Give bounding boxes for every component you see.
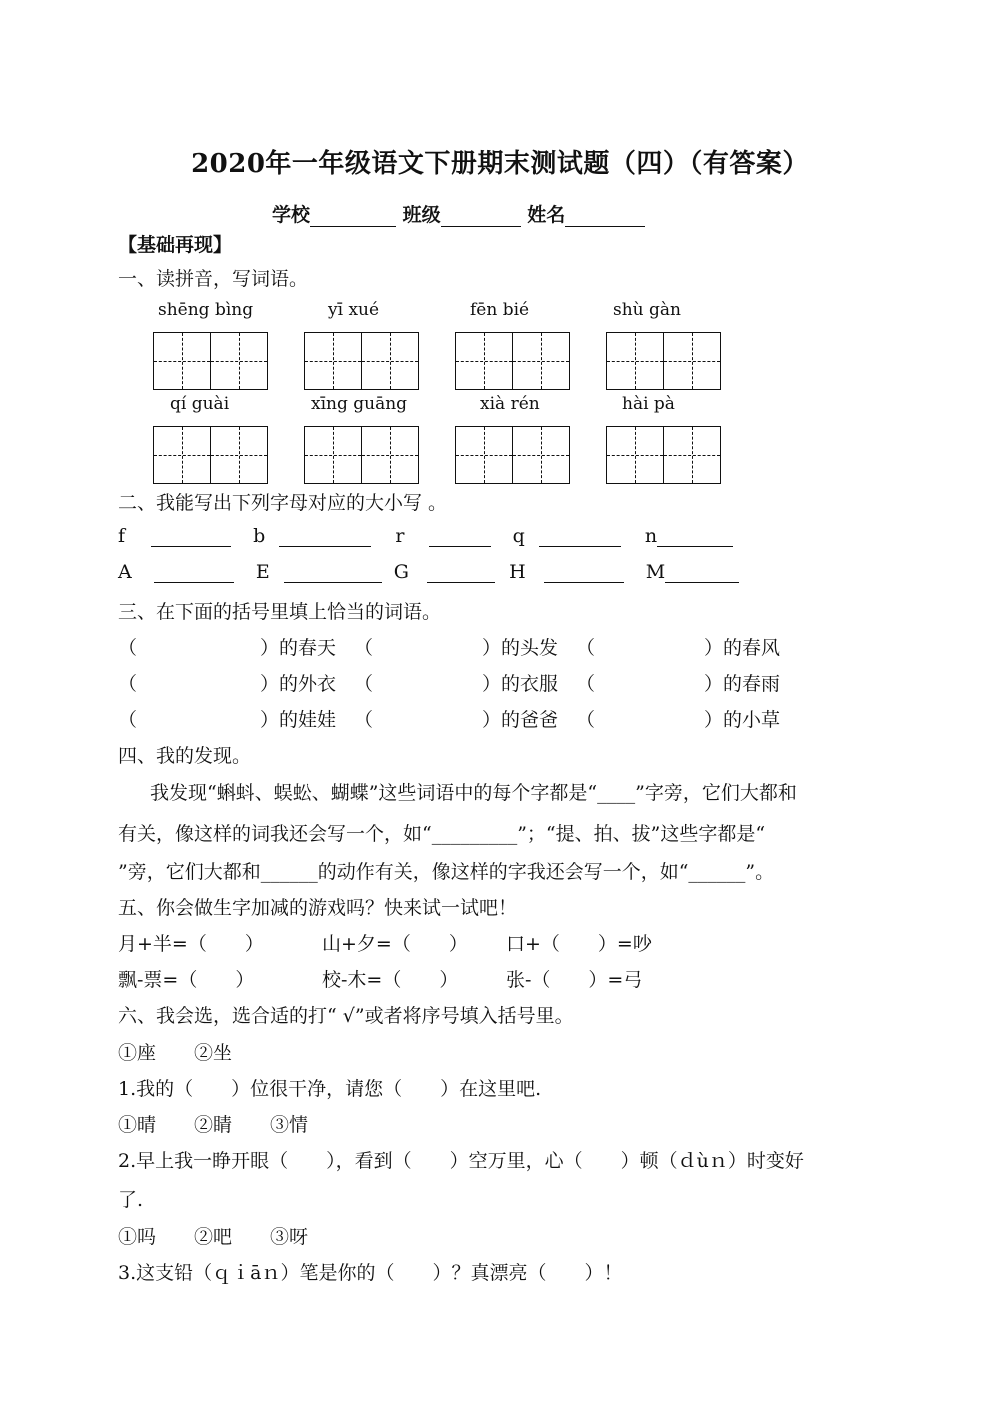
pinyin-7: xià rén bbox=[480, 394, 540, 414]
paren-open: （ bbox=[354, 673, 374, 695]
paren-open: （ bbox=[118, 673, 138, 695]
q6-options-1: ①座 ②坐 bbox=[118, 1042, 233, 1064]
letter: A bbox=[118, 561, 132, 583]
letter: r bbox=[395, 525, 405, 547]
letter: q bbox=[512, 525, 525, 547]
q4-paragraph-line-1: 我发现“蝌蚪、蜈蚣、蝴蝶”这些词语中的每个字都是“____”字旁，它们大都和 bbox=[150, 782, 797, 804]
letter-input[interactable] bbox=[154, 561, 234, 583]
q6-sentence-2: 2.早上我一睁开眼（ ），看到（ ）空万里，心（ ）顿（ｄùｎ）时变好 bbox=[118, 1150, 804, 1172]
name-label: 姓名 bbox=[527, 204, 566, 226]
school-label: 学校 bbox=[272, 204, 311, 226]
paren-open: （ bbox=[576, 673, 596, 695]
name-input[interactable] bbox=[565, 205, 645, 227]
writing-grid[interactable] bbox=[153, 332, 268, 390]
letter-input[interactable] bbox=[427, 561, 495, 583]
letter-input[interactable] bbox=[151, 525, 231, 547]
fill-phrase: ）的衣服 bbox=[482, 673, 559, 695]
paren-open: （ bbox=[354, 637, 374, 659]
writing-grid[interactable] bbox=[153, 426, 268, 484]
letter-row-1 bbox=[118, 525, 733, 547]
letter-input[interactable] bbox=[284, 561, 382, 583]
char-equation: 飘-票=（ ） bbox=[118, 969, 255, 991]
q6-heading: 六、我会选，选合适的打“ √”或者将序号填入括号里。 bbox=[118, 1005, 574, 1027]
fill-phrase: ）的春天 bbox=[260, 637, 337, 659]
char-equation: 月+半=（ ） bbox=[118, 933, 264, 955]
paren-open: （ bbox=[118, 637, 138, 659]
pinyin-2: yī xué bbox=[328, 300, 380, 320]
fill-phrase: ）的娃娃 bbox=[260, 709, 337, 731]
q6-sentence-2-cont: 了. bbox=[118, 1189, 144, 1211]
letter-input[interactable] bbox=[544, 561, 624, 583]
letter: f bbox=[118, 525, 126, 547]
q1-heading: 一、读拼音，写词语。 bbox=[118, 268, 309, 290]
q6-options-3: ①吗 ②吧 ③呀 bbox=[118, 1226, 309, 1248]
fill-phrase: ）的头发 bbox=[482, 637, 559, 659]
letter-input[interactable] bbox=[539, 525, 621, 547]
q6-options-2: ①晴 ②睛 ③情 bbox=[118, 1114, 309, 1136]
q6-sentence-3: 3.这支铅（ｑｉāｎ）笔是你的（ ）？真漂亮（ ）！ bbox=[118, 1262, 623, 1284]
letter-input[interactable] bbox=[657, 525, 733, 547]
char-equation: 山+夕=（ ） bbox=[322, 933, 468, 955]
pinyin-1: shēng bìng bbox=[158, 300, 254, 320]
q5-heading: 五、你会做生字加减的游戏吗？快来试一试吧！ bbox=[118, 897, 518, 919]
school-input[interactable] bbox=[310, 205, 396, 227]
q4-paragraph-line-2: 有关，像这样的词我还会写一个，如“_________”；“提、拍、拔”这些字都是“ bbox=[118, 823, 766, 845]
pinyin-4: shù gàn bbox=[613, 300, 681, 320]
letter: G bbox=[393, 561, 409, 583]
letter-input[interactable] bbox=[279, 525, 371, 547]
writing-grid[interactable] bbox=[606, 332, 721, 390]
fill-phrase: ）的小草 bbox=[704, 709, 781, 731]
letter: n bbox=[644, 525, 658, 547]
writing-grid[interactable] bbox=[455, 332, 570, 390]
char-equation: 校-木=（ ） bbox=[322, 969, 459, 991]
pinyin-3: fēn bié bbox=[470, 300, 530, 320]
q4-heading: 四、我的发现。 bbox=[118, 745, 252, 767]
pinyin-5: qí guài bbox=[170, 394, 230, 414]
paren-open: （ bbox=[118, 709, 138, 731]
writing-grid[interactable] bbox=[606, 426, 721, 484]
letter-input[interactable] bbox=[429, 525, 491, 547]
letter: M bbox=[645, 561, 666, 583]
fill-phrase: ）的春风 bbox=[704, 637, 781, 659]
letter: E bbox=[255, 561, 270, 583]
writing-grid[interactable] bbox=[304, 332, 419, 390]
paren-open: （ bbox=[354, 709, 374, 731]
pinyin-8: hài pà bbox=[622, 394, 675, 414]
page-title: 2020年一年级语文下册期末测试题（四）（有答案） bbox=[191, 149, 809, 179]
char-equation: 口+（ ）=吵 bbox=[506, 933, 652, 955]
header-fields bbox=[272, 200, 645, 227]
fill-phrase: ）的春雨 bbox=[704, 673, 781, 695]
q6-sentence-1: 1.我的（ ）位很干净，请您（ ）在这里吧. bbox=[118, 1078, 542, 1100]
char-equation: 张-（ ）=弓 bbox=[506, 969, 643, 991]
letter: H bbox=[509, 561, 526, 583]
letter: b bbox=[253, 525, 266, 547]
writing-grid[interactable] bbox=[455, 426, 570, 484]
class-input[interactable] bbox=[441, 205, 521, 227]
section-label: 【基础再现】 bbox=[118, 234, 233, 256]
writing-grid[interactable] bbox=[304, 426, 419, 484]
fill-phrase: ）的外衣 bbox=[260, 673, 337, 695]
q3-heading: 三、在下面的括号里填上恰当的词语。 bbox=[118, 601, 442, 623]
q4-paragraph-line-3: ”旁，它们大都和______的动作有关，像这样的字我还会写一个，如“______”。 bbox=[118, 861, 775, 883]
q2-heading: 二、我能写出下列字母对应的大小写 。 bbox=[118, 492, 448, 514]
letter-row-2 bbox=[118, 561, 739, 583]
pinyin-6: xīng guāng bbox=[311, 394, 408, 414]
paren-open: （ bbox=[576, 637, 596, 659]
fill-phrase: ）的爸爸 bbox=[482, 709, 559, 731]
class-label: 班级 bbox=[402, 204, 441, 226]
letter-input[interactable] bbox=[665, 561, 739, 583]
paren-open: （ bbox=[576, 709, 596, 731]
